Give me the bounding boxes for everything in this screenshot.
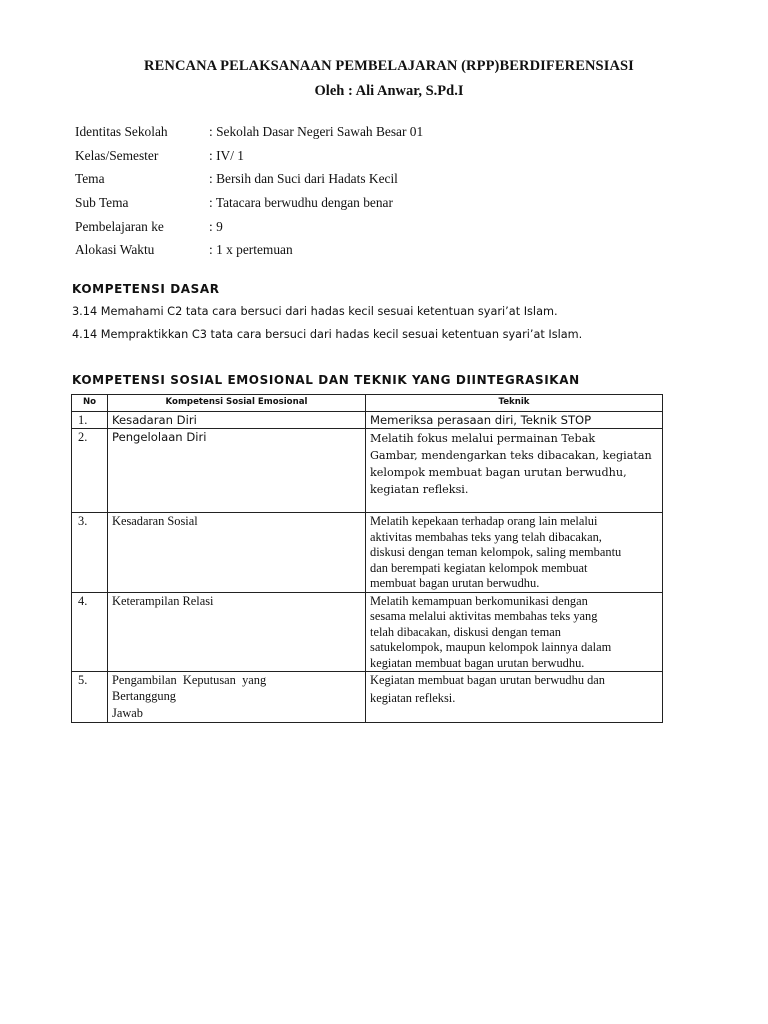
column-header-teknik: Teknik [366, 395, 663, 412]
teknik-cell [366, 513, 663, 593]
identity-label: Pembelajaran ke [75, 218, 164, 234]
document-title: RENCANA PELAKSANAAN PEMBELAJARAN (RPP)BERDIFERENSIASI [144, 58, 634, 74]
identity-label: Alokasi Waktu [75, 242, 155, 258]
cell-line: Melatih kepekaan terhadap orang lain melalui [370, 514, 598, 528]
cell-line: Melatih fokus melalui permainan Tebak [370, 432, 596, 445]
table-row [72, 411, 663, 429]
kse-heading: KOMPETENSI SOSIAL EMOSIONAL DAN TEKNIK YANG DIINTEGRASIKAN [72, 373, 580, 387]
cell-line: Jawab [112, 706, 143, 720]
cell-line: Pengambilan Keputusan yang [112, 673, 267, 687]
kompetensi-cell [108, 429, 366, 513]
teknik-cell [366, 672, 663, 723]
row-number: 4. [72, 592, 108, 672]
kompetensi-dasar-heading: KOMPETENSI DASAR [72, 282, 220, 296]
cell-line: satukelompok, maupun kelompok lainnya dalam [370, 640, 612, 654]
identity-value: : Tatacara berwudhu dengan benar [209, 195, 393, 211]
cell-line: Melatih kemampuan berkomunikasi dengan [370, 593, 588, 608]
row-number: 3. [72, 513, 108, 593]
cell-line: Keterampilan Relasi [112, 593, 214, 608]
table-row [72, 513, 663, 593]
cell-line: dan berempati kegiatan kelompok membuat [370, 560, 588, 575]
cell-line: aktivitas membahas teks yang telah dibacakan, [370, 529, 602, 544]
teknik-cell [366, 411, 663, 429]
cell-line: Kesadaran Sosial [112, 514, 198, 528]
kompetensi-cell [108, 672, 366, 723]
cell-line: Kesadaran Diri [112, 412, 197, 427]
cell-line: Pengelolaan Diri [112, 430, 207, 444]
kompetensi-dasar-item: 3.14 Memahami C2 tata cara bersuci dari hadas kecil sesuai ketentuan syari’at Islam. [72, 305, 558, 318]
cell-line: Memeriksa perasaan diri, Teknik STOP [370, 412, 592, 427]
teknik-cell [366, 429, 663, 513]
cell-line: kegiatan refleksi. [370, 483, 469, 496]
kompetensi-cell [108, 592, 366, 672]
identity-value: : Bersih dan Suci dari Hadats Kecil [209, 171, 398, 187]
table-row [72, 429, 663, 513]
cell-line: telah dibacakan, diskusi dengan teman [370, 624, 561, 639]
kse-table [71, 394, 663, 723]
table-row [72, 672, 663, 723]
identity-value: : 1 x pertemuan [209, 242, 293, 258]
cell-line: kegiatan refleksi. [370, 690, 456, 705]
column-header-kompetensi: Kompetensi Sosial Emosional [108, 395, 366, 412]
kompetensi-cell [108, 513, 366, 593]
cell-line: membuat bagan urutan berwudhu. [370, 576, 540, 590]
identity-value: : Sekolah Dasar Negeri Sawah Besar 01 [209, 124, 424, 139]
table-row [72, 592, 663, 672]
identity-label: Tema [75, 171, 105, 187]
column-header-no: No [72, 395, 108, 412]
cell-line: Bertanggung [112, 688, 177, 703]
cell-line: kelompok membuat bagan urutan berwudhu, [370, 466, 627, 479]
cell-line: Kegiatan membuat bagan urutan berwudhu dan [370, 673, 605, 687]
table-header-row [72, 395, 663, 412]
cell-line: diskusi dengan teman kelompok, saling membantu [370, 545, 622, 559]
kompetensi-cell [108, 411, 366, 429]
identity-value: : IV/ 1 [209, 147, 244, 163]
document-author: Oleh : Ali Anwar, S.Pd.I [314, 83, 464, 99]
kompetensi-dasar-item: 4.14 Mempraktikkan C3 tata cara bersuci dari hadas kecil sesuai ketentuan syari’at Islam. [72, 328, 583, 341]
identity-label: Identitas Sekolah [75, 124, 168, 139]
cell-line: Gambar, mendengarkan teks dibacakan, kegiatan [370, 449, 652, 462]
identity-label: Kelas/Semester [75, 147, 159, 163]
row-number: 1. [72, 411, 108, 429]
identity-value: : 9 [209, 218, 223, 234]
teknik-cell [366, 592, 663, 672]
row-number: 2. [72, 429, 108, 513]
row-number: 5. [72, 672, 108, 723]
cell-line: kegiatan membuat bagan urutan berwudhu. [370, 655, 585, 670]
cell-line: sesama melalui aktivitas membahas teks yang [370, 609, 598, 623]
identity-label: Sub Tema [75, 195, 129, 211]
